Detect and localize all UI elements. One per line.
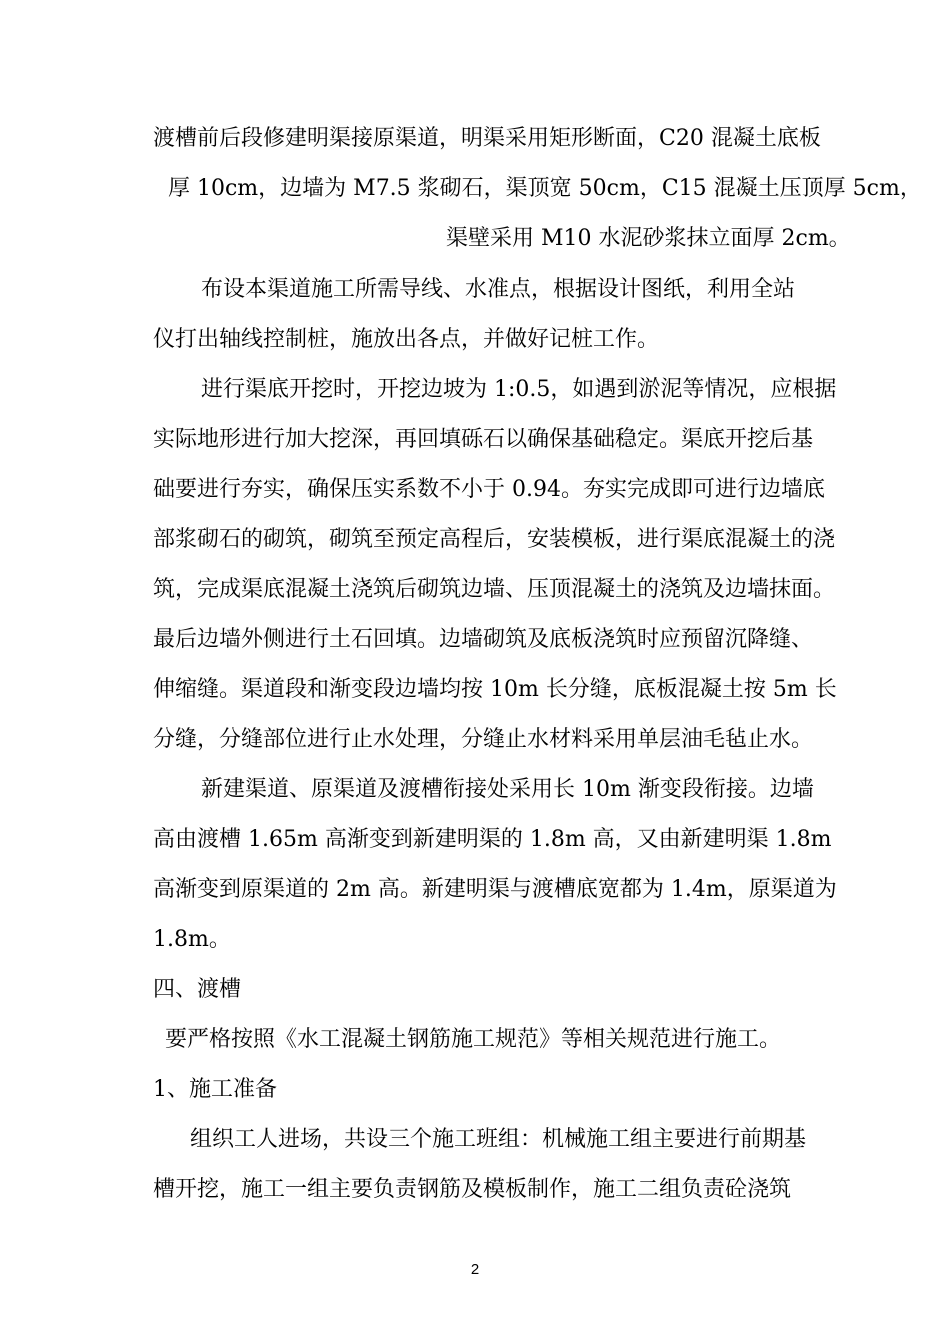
text-line: 分缝，分缝部位进行止水处理，分缝止水材料采用单层油毛毡止水。 — [153, 727, 814, 752]
text-line: 实际地形进行加大挖深，再回填砾石以确保基础稳定。渠底开挖后基 — [153, 427, 814, 452]
text-line: 高渐变到原渠道的 2m 高。新建明渠与渡槽底宽都为 1.4m，原渠道为 — [153, 877, 837, 902]
text-line: 渠壁采用 M10 水泥砂浆抹立面厚 2cm。 — [446, 226, 851, 251]
text-line: 础要进行夯实，确保压实系数不小于 0.94。夯实完成即可进行边墙底 — [153, 477, 825, 502]
text-line: 厚 10cm，边墙为 M7.5 浆砌石，渠顶宽 50cm，C15 混凝土压顶厚 5cm， — [168, 176, 922, 201]
text-line: 伸缩缝。渠道段和渐变段边墙均按 10m 长分缝，底板混凝土按 5m 长 — [153, 677, 837, 702]
text-line: 槽开挖，施工一组主要负责钢筋及模板制作，施工二组负责砼浇筑 — [153, 1177, 792, 1202]
text-line: 仪打出轴线控制桩，施放出各点，并做好记桩工作。 — [153, 327, 660, 352]
text-line: 筑，完成渠底混凝土浇筑后砌筑边墙、压顶混凝土的浇筑及边墙抹面。 — [153, 577, 836, 602]
text-line: 要严格按照《水工混凝土钢筋施工规范》等相关规范进行施工。 — [165, 1027, 782, 1052]
page-number: 2 — [470, 1261, 480, 1278]
subsection-heading: 1、施工准备 — [153, 1077, 277, 1102]
text-line: 最后边墙外侧进行土石回填。边墙砌筑及底板浇筑时应预留沉降缝、 — [153, 627, 814, 652]
text-line: 组织工人进场，共设三个施工班组：机械施工组主要进行前期基 — [190, 1127, 807, 1152]
text-line: 进行渠底开挖时，开挖边坡为 1:0.5，如遇到淤泥等情况，应根据 — [201, 377, 837, 402]
text-line: 部浆砌石的砌筑，砌筑至预定高程后，安装模板，进行渠底混凝土的浇 — [153, 527, 836, 552]
section-heading: 四、渡槽 — [153, 977, 242, 1002]
text-line: 1.8m。 — [153, 927, 231, 952]
text-line: 渡槽前后段修建明渠接原渠道，明渠采用矩形断面，C20 混凝土底板 — [153, 126, 821, 151]
text-line: 新建渠道、原渠道及渡槽衔接处采用长 10m 渐变段衔接。边墙 — [201, 777, 814, 802]
text-line: 布设本渠道施工所需导线、水准点，根据设计图纸，利用全站 — [201, 277, 796, 302]
text-line: 高由渡槽 1.65m 高渐变到新建明渠的 1.8m 高，又由新建明渠 1.8m — [153, 827, 832, 852]
